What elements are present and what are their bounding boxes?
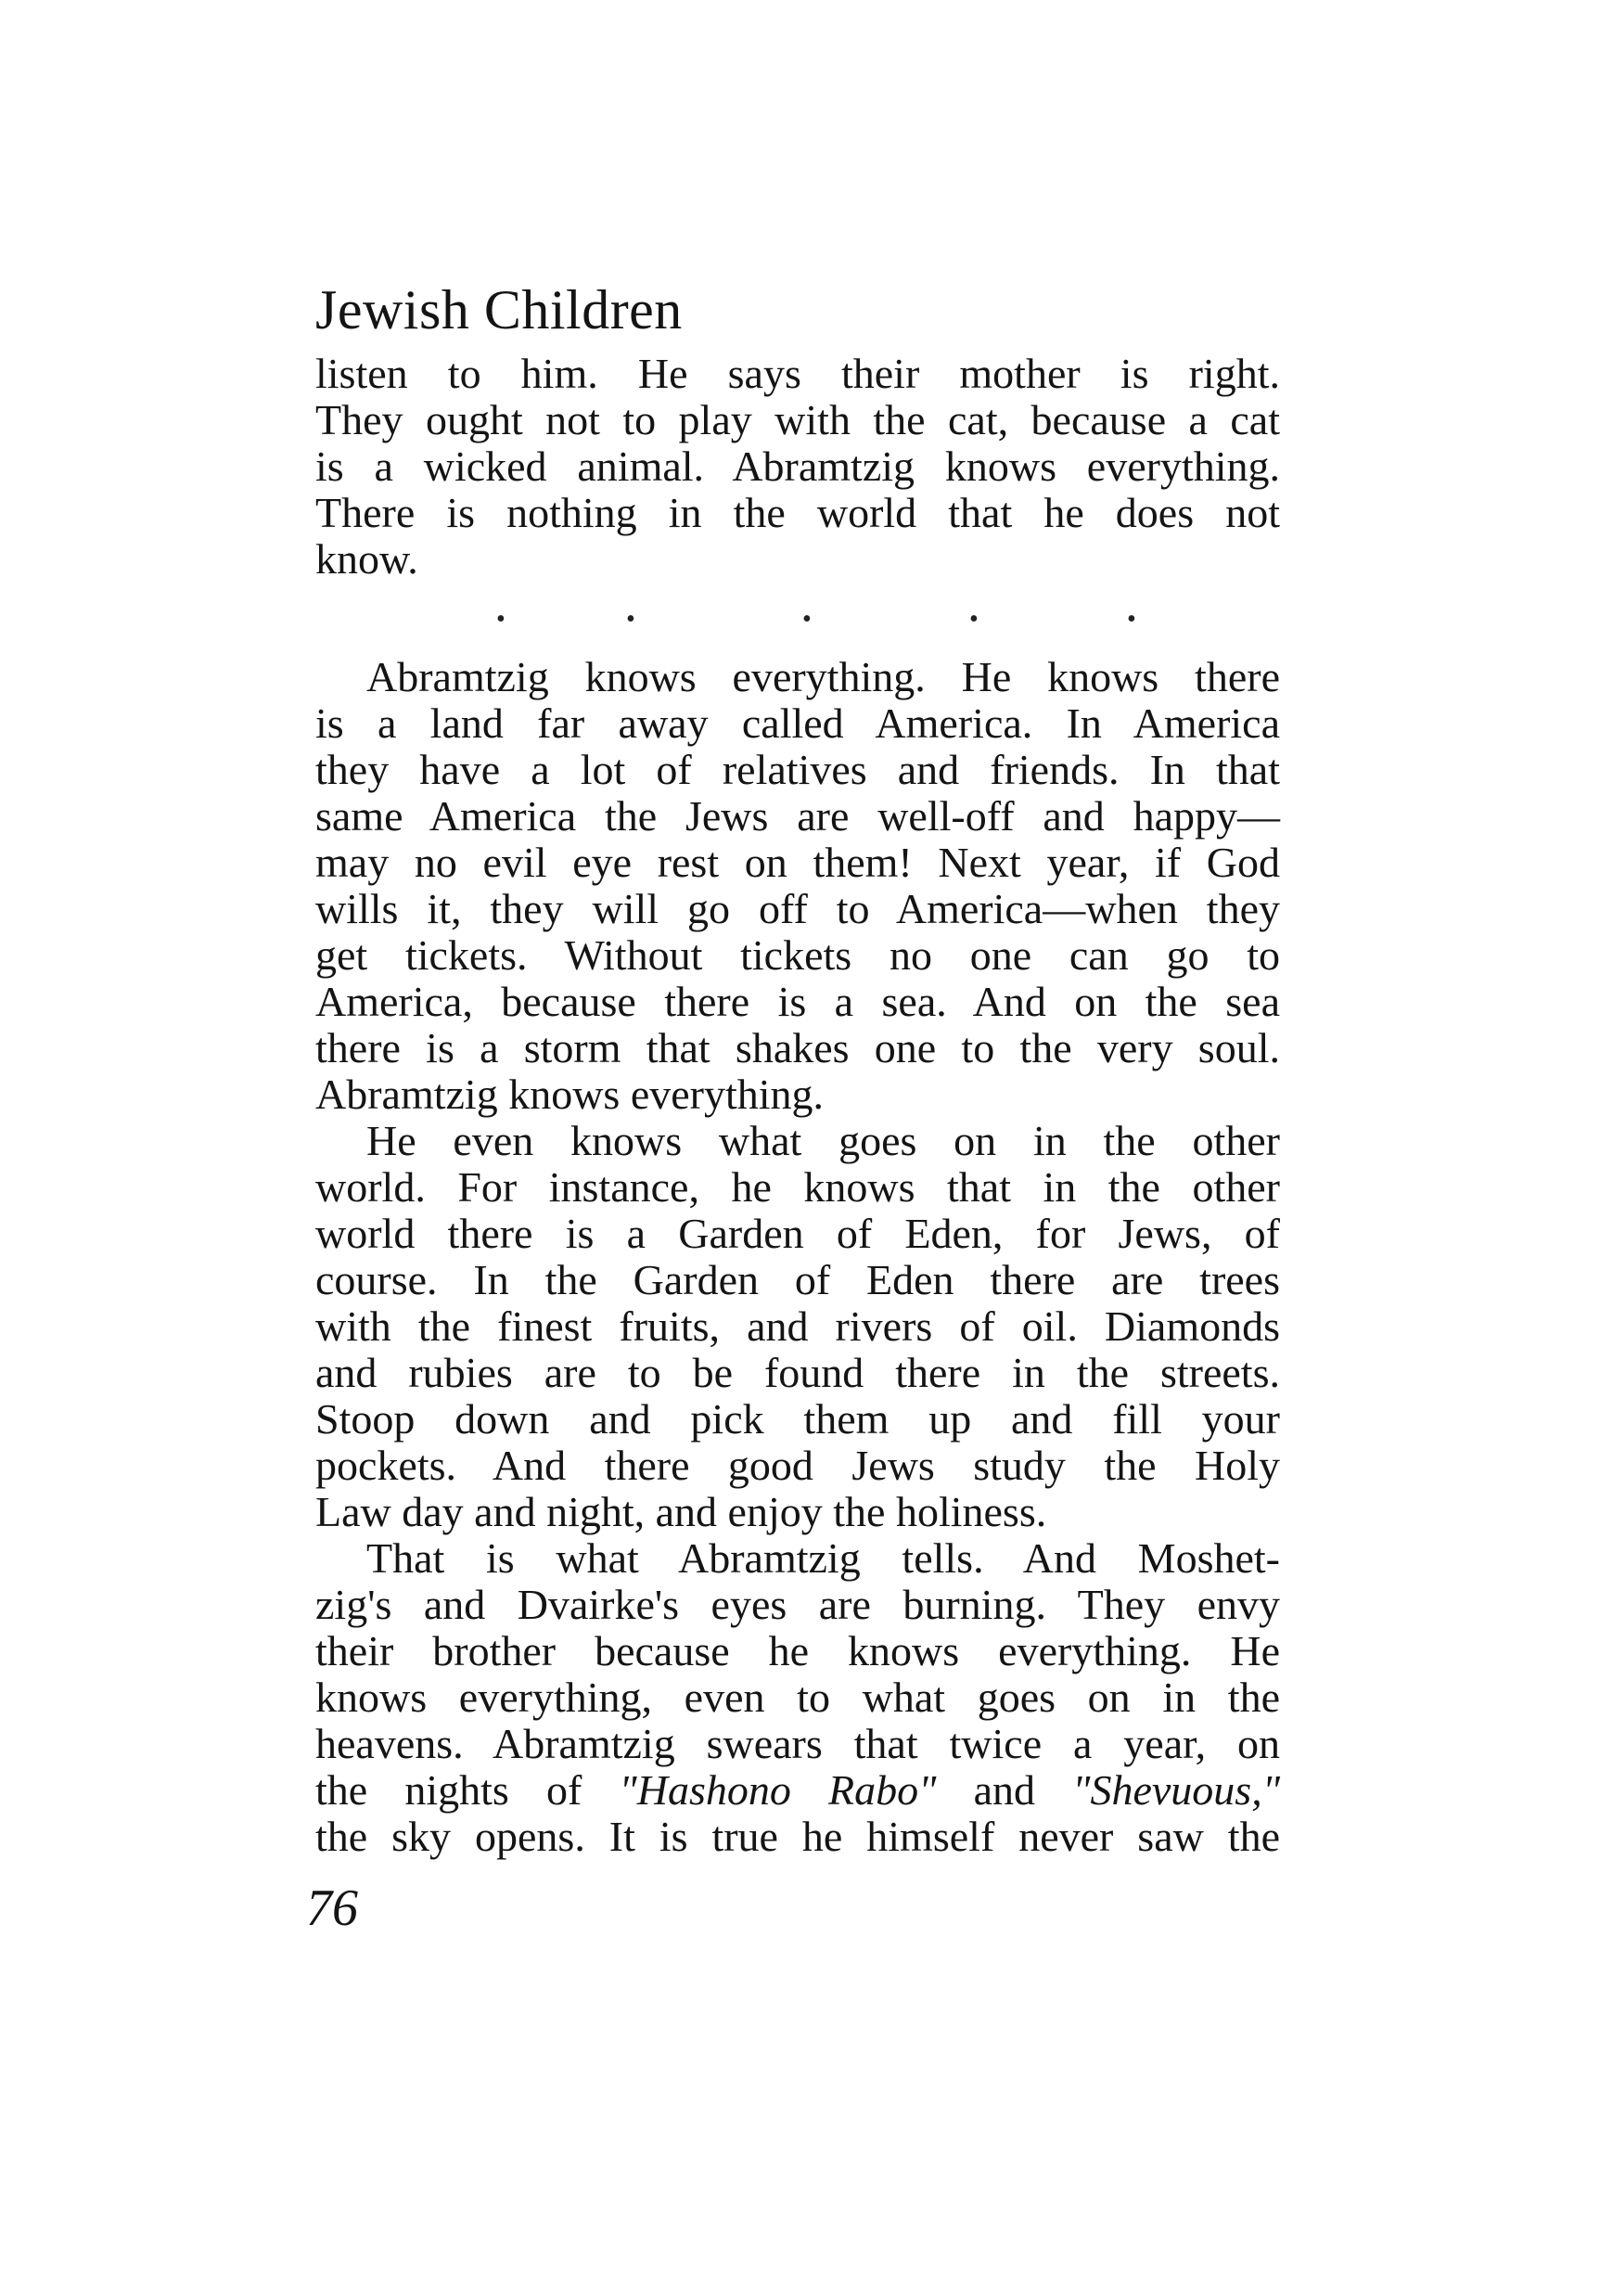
text-line — [315, 1767, 1280, 1814]
text-line: with the finest fruits, and rivers of oil. Diamonds — [315, 1302, 1280, 1350]
text-line: same America the Jews are well-off and happy— — [315, 792, 1280, 840]
text-line: their brother because he knows everything. He — [315, 1627, 1280, 1674]
text-line: and rubies are to be found there in the streets. — [315, 1349, 1280, 1396]
text-fragment: and — [936, 1766, 1073, 1814]
text-line: There is nothing in the world that he does not — [315, 489, 1280, 536]
text-line: Abramtzig knows everything. — [315, 1071, 825, 1118]
section-break — [0, 601, 1600, 638]
italic-title: "Hashono Rabo" — [619, 1766, 937, 1814]
section-break-mark: • — [626, 605, 635, 634]
body-text — [315, 654, 1280, 1860]
page-number: 76 — [306, 1879, 358, 1937]
text-line: Law day and night, and enjoy the holiness. — [315, 1488, 1047, 1535]
text-line: zig's and Dvairke's eyes are burning. They envy — [315, 1581, 1280, 1628]
text-line: they have a lot of relatives and friends. In that — [315, 746, 1280, 793]
text-line: He even knows what goes on in the other — [366, 1117, 1280, 1164]
section-break-mark: • — [496, 605, 506, 634]
text-line: the sky opens. It is true he himself never saw the — [315, 1813, 1280, 1860]
text-line: heavens. Abramtzig swears that twice a year, on — [315, 1720, 1280, 1767]
text-line: pockets. And there good Jews study the Holy — [315, 1442, 1280, 1489]
paragraph-1 — [315, 351, 1280, 583]
text-line: course. In the Garden of Eden there are trees — [315, 1256, 1280, 1303]
section-break-mark: • — [1127, 605, 1136, 634]
text-line: may no evil eye rest on them! Next year, if God — [315, 839, 1280, 886]
section-break-mark: • — [969, 605, 979, 634]
text-line: know. — [315, 535, 418, 583]
running-head: Jewish Children — [315, 279, 683, 340]
text-line: Stoop down and pick them up and fill your — [315, 1395, 1280, 1443]
text-line: world there is a Garden of Eden, for Jews, of — [315, 1210, 1280, 1257]
section-break-mark: • — [802, 605, 812, 634]
text-line: They ought not to play with the cat, because a cat — [315, 396, 1280, 443]
text-line: there is a storm that shakes one to the very soul. — [315, 1024, 1280, 1071]
italic-title: "Shevuous," — [1072, 1766, 1281, 1814]
text-line: world. For instance, he knows that in the other — [315, 1163, 1280, 1211]
text-line: is a land far away called America. In America — [315, 699, 1280, 747]
text-line: That is what Abramtzig tells. And Moshet- — [366, 1534, 1280, 1582]
text-line: wills it, they will go off to America—when they — [315, 885, 1280, 932]
text-line: Abramtzig knows everything. He knows there — [366, 653, 1280, 700]
text-line: America, because there is a sea. And on the sea — [315, 978, 1280, 1025]
text-fragment: the nights of — [315, 1766, 620, 1814]
text-line: knows everything, even to what goes on in the — [315, 1674, 1280, 1721]
text-line: listen to him. He says their mother is right. — [315, 350, 1280, 397]
text-line: is a wicked animal. Abramtzig knows everything. — [315, 443, 1280, 490]
text-line: get tickets. Without tickets no one can go to — [315, 931, 1280, 979]
